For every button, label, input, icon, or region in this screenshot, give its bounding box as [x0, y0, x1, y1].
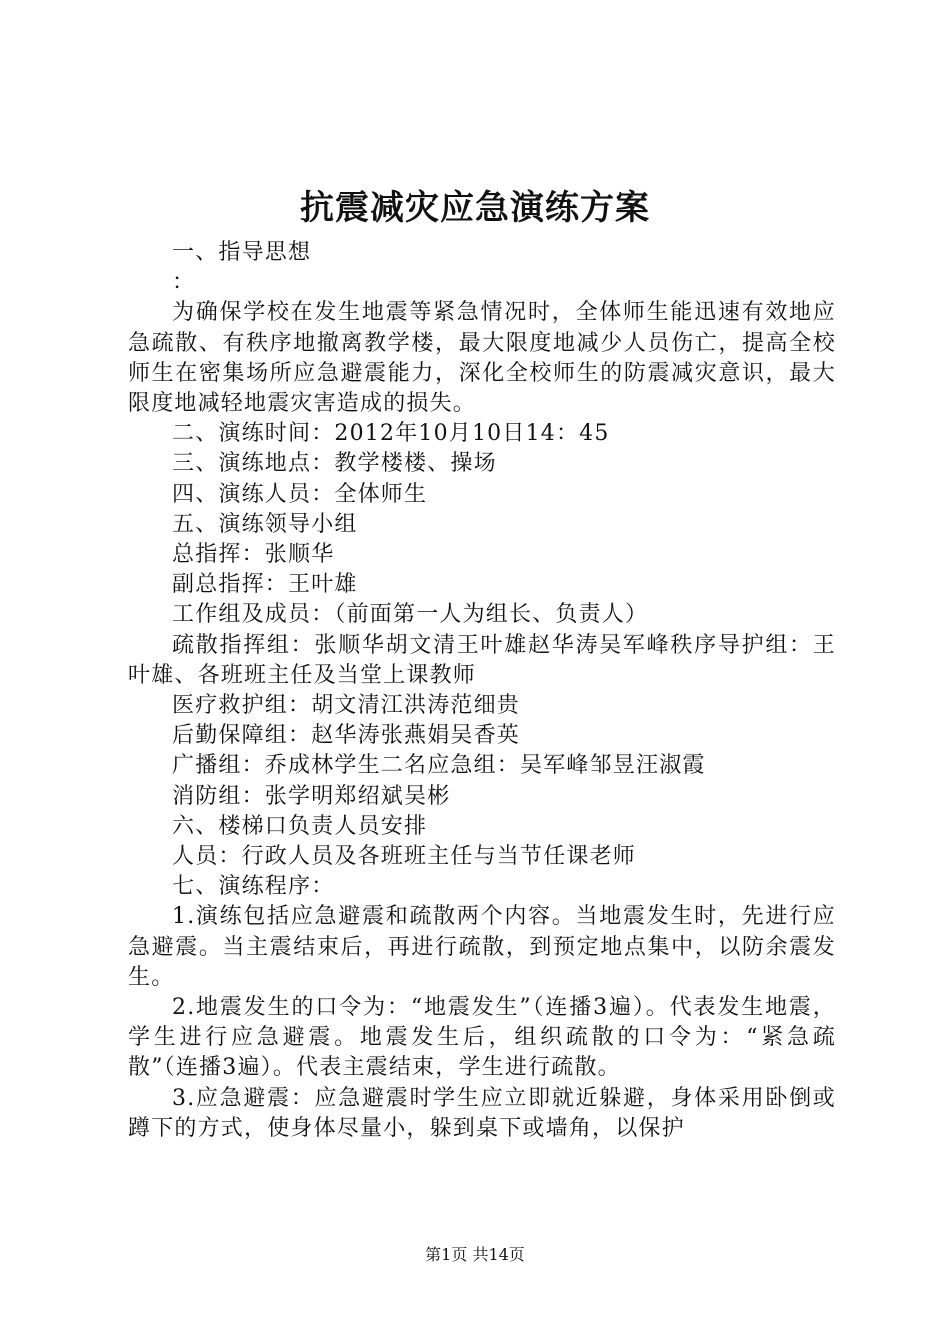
logistics-group: 后勤保障组：赵华涛张燕娟吴香英: [172, 723, 521, 749]
heading-drill-procedure: 七、演练程序：: [172, 874, 335, 900]
drill-time: 二、演练时间：2012年10月10日14：45: [172, 421, 610, 447]
drill-location: 三、演练地点：教学楼楼、操场: [172, 451, 497, 477]
procedure-item-1: 1.演练包括应急避震和疏散两个内容。当地震发生时，先进行应急避震。当主震结束后，再进行疏散，到预定地点集中，以防余震发生。: [128, 904, 836, 990]
page-footer: 第1页 共14页: [425, 1245, 525, 1264]
working-groups: 工作组及成员：（前面第一人为组长、负责人）: [172, 602, 649, 628]
procedure-item-2: 2.地震发生的口令为：“地震发生”（连播3遍）。代表发生地震，学生进行应急避震。地震发生后，组织疏散的口令为：“紧急疏散”（连播3遍）。代表主震结束，学生进行疏散。: [128, 995, 836, 1081]
procedure-item-3: 3.应急避震：应急避震时学生应立即就近躲避，身体采用卧倒或蹲下的方式，使身体尽量小，躲到桌下或墙角，以保护: [128, 1085, 836, 1141]
colon-line: ：: [172, 270, 196, 296]
document-title: 抗震减灾应急演练方案: [300, 188, 650, 228]
heading-leadership-group: 五、演练领导小组: [172, 511, 358, 537]
broadcast-group: 广播组：乔成林学生二名应急组：吴军峰邹昱汪淑霞: [172, 753, 706, 779]
deputy-commander: 副总指挥：王叶雄: [172, 572, 358, 598]
paragraph-purpose: 为确保学校在发生地震等紧急情况时，全体师生能迅速有效地应急疏散、有秩序地撤离教学楼，最大限度地减少人员伤亡，提高全校师生在密集场所应急避震能力，深化全校师生的防震减灾意识，最大限度地减轻地震灾害造成的损失。: [128, 300, 836, 417]
heading-guiding-ideology: 一、指导思想: [172, 240, 312, 265]
fire-group: 消防组：张学明郑绍斌吴彬: [172, 783, 451, 809]
medical-rescue-group: 医疗救护组：胡文清江洪涛范细贵: [172, 693, 521, 719]
stairway-staff: 人员：行政人员及各班班主任与当节任课老师: [172, 844, 637, 870]
commander: 总指挥：张顺华: [172, 542, 335, 568]
evacuation-command-group: 疏散指挥组：张顺华胡文清王叶雄赵华涛吴军峰秩序导护组：王叶雄、各班班主任及当堂上课教师: [128, 632, 836, 688]
drill-participants: 四、演练人员：全体师生: [172, 481, 428, 507]
document-body: [128, 238, 836, 1144]
heading-stairway-staff: 六、楼梯口负责人员安排: [172, 813, 428, 839]
